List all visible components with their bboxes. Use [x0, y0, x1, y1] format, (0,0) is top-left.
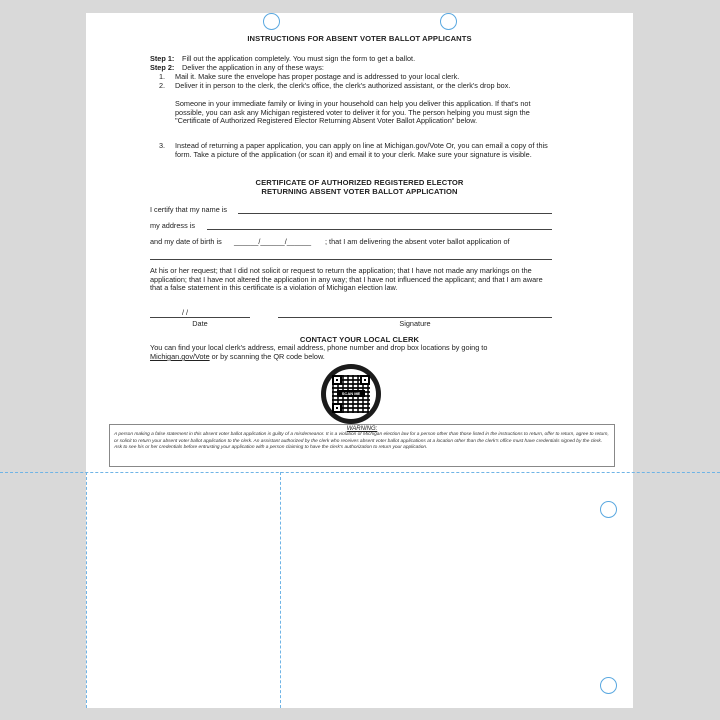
qr-scan-label: SCAN ME — [337, 390, 365, 397]
qr-finder-bottom-left — [332, 403, 342, 413]
family-paragraph: Someone in your immediate family or living in your household can help you deliver this application. If that's not possible, you can ask any Michigan registered voter to deliver it for you. The person helping you must sign the "Certificate of Authorized Registered Elector Returning Absent Voter Ballot Application" below. — [175, 99, 531, 126]
date-field[interactable] — [150, 317, 250, 318]
name-field[interactable] — [238, 213, 552, 214]
step2-text: Deliver the application in any of these ways: — [182, 63, 324, 72]
step2-label: Step 2: — [150, 63, 175, 72]
punch-hole-top-right — [440, 13, 457, 30]
dob-label: and my date of birth is — [150, 237, 222, 246]
instructions-title: INSTRUCTIONS FOR ABSENT VOTER BALLOT APPLICANTS — [247, 34, 472, 43]
warning-box — [109, 424, 615, 467]
perforation-vertical — [280, 472, 281, 708]
item2-text: Deliver it in person to the clerk, the clerk's office, the clerk's authorized assistant, or the clerk's drop box. — [175, 81, 511, 90]
document-page — [86, 13, 633, 708]
punch-hole-right-upper — [600, 501, 617, 518]
signature-caption: Signature — [399, 319, 431, 328]
item3-number: 3. — [159, 141, 166, 150]
signature-field[interactable] — [278, 317, 552, 318]
qr-finder-top-right — [360, 375, 370, 385]
address-label: my address is — [150, 221, 196, 230]
qr-code[interactable] — [321, 364, 381, 424]
certificate-statement: At his or her request; that I did not solicit or request to return the application; that I have not made any markings on the application; that I have not altered the application in any way; that I have not influenced the applicant; and that I am aware that a false statement in this certificate is a violation of Michigan election law. — [150, 266, 543, 293]
item3-text: Instead of returning a paper application, you can apply on line at Michigan.gov/Vote Or, you can email a copy of this form. Take a picture of the application (or scan it) and email it to your clerk. Make sure your signature is visible. — [175, 141, 548, 159]
certificate-title-line1: CERTIFICATE OF AUTHORIZED REGISTERED ELECTOR — [255, 178, 464, 187]
step1-label: Step 1: — [150, 54, 175, 63]
contact-line2-suffix: or by scanning the QR code below. — [209, 352, 325, 361]
date-caption: Date — [192, 319, 208, 328]
step1-text: Fill out the application completely. You must sign the form to get a ballot. — [182, 54, 416, 63]
dob-field[interactable]: ______/______/______ — [234, 237, 312, 246]
certificate-title-line2: RETURNING ABSENT VOTER BALLOT APPLICATION — [261, 187, 458, 196]
item1-text: Mail it. Make sure the envelope has proper postage and is addressed to your local clerk. — [175, 72, 460, 81]
item1-number: 1. — [159, 72, 166, 81]
applicant-name-field[interactable] — [150, 259, 552, 260]
contact-line2 — [150, 353, 325, 362]
item2-number: 2. — [159, 81, 166, 90]
punch-hole-right-lower — [600, 677, 617, 694]
warning-text: A person making a false statement in this absent voter ballot application is guilty of a misdemeanor. It is a violation of Michigan election law for a person other than those listed in the instructions to return, offer to return, agree to return, or solicit to return your absent voter ballot application to the clerk. An assistant authorized by the clerk who receives absent voter ballot applications at a location other than the clerk's office must have credentials signed by the clerk. Ask to see his or her credentials before entrusting your application with a person claiming to have the clerk's authorization to return your application. — [114, 432, 609, 451]
punch-hole-top-left — [263, 13, 280, 30]
date-slashes: / / — [182, 308, 189, 317]
contact-line1: You can find your local clerk's address, email address, phone number and drop box locations by going to — [150, 343, 488, 352]
qr-finder-top-left — [332, 375, 342, 385]
perforation-horizontal — [0, 472, 720, 473]
dob-suffix: ; that I am delivering the absent voter ballot application of — [325, 237, 510, 246]
perforation-left-edge — [86, 472, 87, 708]
certify-name-label: I certify that my name is — [150, 205, 228, 214]
warning-title: WARNING: — [346, 426, 378, 432]
address-field[interactable] — [207, 229, 552, 230]
contact-title: CONTACT YOUR LOCAL CLERK — [299, 335, 420, 344]
michigan-vote-link[interactable]: Michigan.gov/Vote — [150, 352, 210, 361]
